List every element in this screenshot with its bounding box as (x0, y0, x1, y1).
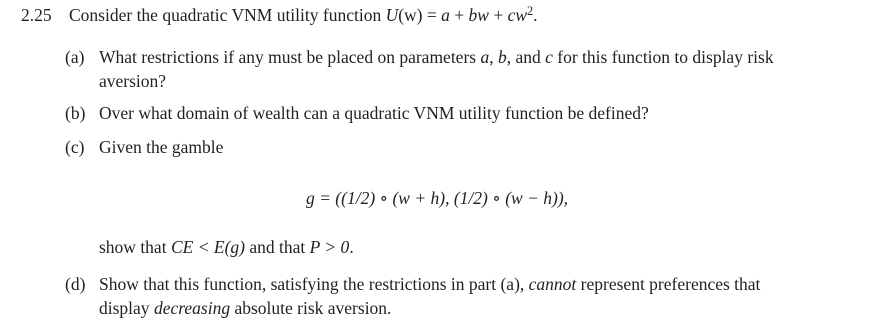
emphasis-cannot: cannot (528, 274, 577, 294)
part-d-label: (d) (65, 274, 86, 294)
part-d-continuation (99, 298, 391, 319)
part-d (65, 274, 760, 295)
part-b-text: Over what domain of wealth can a quadratic VNM utility function be defined? (99, 103, 649, 123)
problem-number: 2.25 (21, 5, 52, 25)
problem-intro: Consider the quadratic VNM utility function (69, 5, 382, 25)
part-b-label: (b) (65, 103, 86, 123)
gamble-equation: g = ((1/2) ∘ (w + h), (1/2) ∘ (w − h)), (306, 188, 569, 208)
part-a-label: (a) (65, 47, 85, 67)
part-a-continuation: aversion? (99, 71, 167, 91)
part-d-text: Show that this function, satisfying the restrictions in part (a), (99, 274, 529, 294)
show-text: show that (99, 237, 171, 257)
utility-function-lhs: U (385, 5, 399, 25)
term-a: a (441, 5, 450, 25)
exponent: 2 (527, 3, 534, 18)
term-bw: bw (468, 5, 489, 25)
problem-heading (21, 5, 538, 26)
term-cw: cw (507, 5, 528, 25)
part-a-text: What restrictions if any must be placed on parameters (99, 47, 481, 67)
part-d-text: display (99, 298, 154, 318)
part-d-text-cont: represent preferences that (576, 274, 761, 294)
equals-sign: = (422, 5, 442, 25)
part-b (65, 103, 649, 124)
param-a: a (480, 47, 490, 67)
part-c-text: Given the gamble (99, 137, 224, 157)
part-a-text-cont: for this function to display risk (552, 47, 774, 67)
show-text: and that (244, 237, 310, 257)
utility-function-arg: (w) (398, 5, 423, 25)
plus-sign: + (488, 5, 508, 25)
show-text: . (349, 237, 354, 257)
part-d-text: absolute risk aversion. (230, 298, 392, 318)
part-a (65, 47, 774, 68)
part-c (65, 137, 223, 158)
plus-sign: + (449, 5, 469, 25)
p-relation: P > 0 (309, 237, 350, 257)
separator: , (489, 47, 498, 67)
emphasis-decreasing: decreasing (153, 298, 231, 318)
separator: , and (506, 47, 546, 67)
param-b: b (497, 47, 507, 67)
period: . (533, 5, 538, 25)
part-c-label: (c) (65, 137, 85, 157)
param-c: c (545, 47, 553, 67)
part-c-show (99, 237, 354, 258)
ce-relation: CE < E(g) (170, 237, 245, 257)
